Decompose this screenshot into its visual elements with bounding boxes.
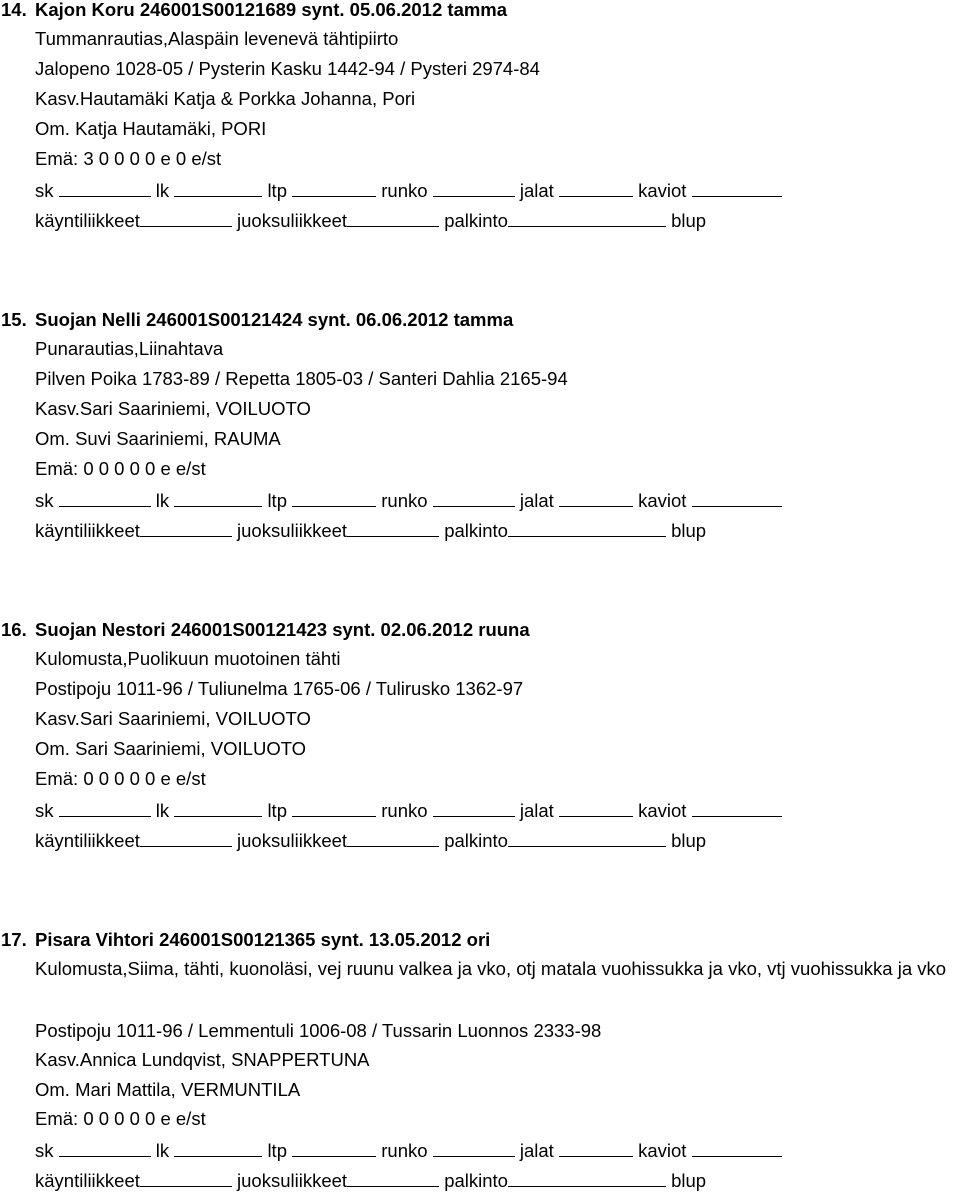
entry-title: Pisara Vihtori 246001S00121365 synt. 13.05.2012 ori bbox=[35, 929, 491, 950]
blup-label: blup bbox=[671, 520, 707, 541]
ltp-label: ltp bbox=[267, 800, 287, 821]
runko-label: runko bbox=[381, 180, 428, 201]
kaviot-label: kaviot bbox=[638, 1140, 687, 1161]
lk-label: lk bbox=[155, 800, 170, 821]
lk-label: lk bbox=[155, 1140, 170, 1161]
sk-blank[interactable] bbox=[59, 489, 151, 507]
ltp-blank[interactable] bbox=[292, 179, 376, 197]
blup-label: blup bbox=[671, 830, 707, 851]
score-row-1 bbox=[35, 799, 782, 821]
sk-label: sk bbox=[35, 800, 54, 821]
blup-label: blup bbox=[671, 210, 707, 231]
kayntiliikkeet-blank[interactable] bbox=[140, 829, 232, 847]
score-row-2 bbox=[35, 209, 706, 231]
juoksuliikkeet-blank[interactable] bbox=[347, 829, 439, 847]
score-row-2 bbox=[35, 519, 706, 541]
entry-title: Kajon Koru 246001S00121689 synt. 05.06.2012 tamma bbox=[35, 0, 508, 20]
kaviot-blank[interactable] bbox=[692, 1139, 782, 1157]
breeder-line: Kasv.Hautamäki Katja & Porkka Johanna, Pori bbox=[35, 88, 416, 109]
runko-label: runko bbox=[381, 1140, 428, 1161]
blup-label: blup bbox=[671, 1170, 707, 1191]
ema-line: Emä: 0 0 0 0 0 e e/st bbox=[35, 768, 206, 789]
juoksuliikkeet-blank[interactable] bbox=[347, 1169, 439, 1187]
kaviot-blank[interactable] bbox=[692, 179, 782, 197]
kaviot-label: kaviot bbox=[638, 180, 687, 201]
kayntiliikkeet-label: käyntiliikkeet bbox=[35, 1170, 140, 1191]
entry-title: Suojan Nestori 246001S00121423 synt. 02.06.2012 ruuna bbox=[35, 619, 530, 640]
palkinto-label: palkinto bbox=[444, 830, 508, 851]
sk-blank[interactable] bbox=[59, 799, 151, 817]
runko-blank[interactable] bbox=[433, 799, 515, 817]
ltp-blank[interactable] bbox=[292, 799, 376, 817]
jalat-label: jalat bbox=[519, 490, 554, 511]
lk-label: lk bbox=[155, 180, 170, 201]
runko-blank[interactable] bbox=[433, 179, 515, 197]
score-row-1 bbox=[35, 179, 782, 201]
palkinto-blank[interactable] bbox=[508, 209, 666, 227]
palkinto-blank[interactable] bbox=[508, 519, 666, 537]
jalat-label: jalat bbox=[519, 180, 554, 201]
jalat-blank[interactable] bbox=[559, 179, 633, 197]
ltp-blank[interactable] bbox=[292, 489, 376, 507]
pedigree-line: Jalopeno 1028-05 / Pysterin Kasku 1442-94 / Pysteri 2974-84 bbox=[35, 58, 540, 79]
ltp-blank[interactable] bbox=[292, 1139, 376, 1157]
lk-blank[interactable] bbox=[174, 489, 262, 507]
jalat-blank[interactable] bbox=[559, 489, 633, 507]
owner-line: Om. Mari Mattila, VERMUNTILA bbox=[35, 1079, 301, 1100]
owner-line: Om. Suvi Saariniemi, RAUMA bbox=[35, 428, 281, 449]
runko-label: runko bbox=[381, 490, 428, 511]
ltp-label: ltp bbox=[267, 1140, 287, 1161]
juoksuliikkeet-label: juoksuliikkeet bbox=[237, 830, 348, 851]
runko-blank[interactable] bbox=[433, 1139, 515, 1157]
lk-blank[interactable] bbox=[174, 179, 262, 197]
owner-line: Om. Sari Saariniemi, VOILUOTO bbox=[35, 738, 307, 759]
ltp-label: ltp bbox=[267, 490, 287, 511]
runko-label: runko bbox=[381, 800, 428, 821]
breeder-line: Kasv.Sari Saariniemi, VOILUOTO bbox=[35, 398, 311, 419]
runko-blank[interactable] bbox=[433, 489, 515, 507]
kayntiliikkeet-blank[interactable] bbox=[140, 519, 232, 537]
entry-title: Suojan Nelli 246001S00121424 synt. 06.06.2012 tamma bbox=[35, 309, 514, 330]
ema-line: Emä: 0 0 0 0 0 e e/st bbox=[35, 458, 206, 479]
breeder-line: Kasv.Sari Saariniemi, VOILUOTO bbox=[35, 708, 311, 729]
entry-heading bbox=[0, 0, 507, 20]
lk-label: lk bbox=[155, 490, 170, 511]
breeder-line: Kasv.Annica Lundqvist, SNAPPERTUNA bbox=[35, 1049, 370, 1070]
entry-number: 17. bbox=[1, 929, 27, 950]
juoksuliikkeet-label: juoksuliikkeet bbox=[237, 1170, 348, 1191]
ema-line: Emä: 0 0 0 0 0 e e/st bbox=[35, 1108, 206, 1129]
palkinto-label: palkinto bbox=[444, 1170, 508, 1191]
palkinto-blank[interactable] bbox=[508, 829, 666, 847]
entry-number: 15. bbox=[1, 309, 27, 330]
palkinto-label: palkinto bbox=[444, 520, 508, 541]
jalat-blank[interactable] bbox=[559, 799, 633, 817]
palkinto-label: palkinto bbox=[444, 210, 508, 231]
color-line: Kulomusta,Siima, tähti, kuonoläsi, vej ruunu valkea ja vko, otj matala vuohissukka ja vko, vtj vuohissukka ja vko bbox=[35, 958, 947, 979]
entry-number: 16. bbox=[1, 619, 27, 640]
juoksuliikkeet-label: juoksuliikkeet bbox=[237, 210, 348, 231]
score-row-1 bbox=[35, 489, 782, 511]
pedigree-line: Postipoju 1011-96 / Tuliunelma 1765-06 / Tulirusko 1362-97 bbox=[35, 678, 524, 699]
score-row-2 bbox=[35, 1169, 706, 1191]
jalat-blank[interactable] bbox=[559, 1139, 633, 1157]
entry-heading bbox=[0, 930, 490, 950]
kayntiliikkeet-blank[interactable] bbox=[140, 1169, 232, 1187]
kaviot-blank[interactable] bbox=[692, 799, 782, 817]
palkinto-blank[interactable] bbox=[508, 1169, 666, 1187]
sk-label: sk bbox=[35, 180, 54, 201]
sk-label: sk bbox=[35, 1140, 54, 1161]
kayntiliikkeet-blank[interactable] bbox=[140, 209, 232, 227]
sk-label: sk bbox=[35, 490, 54, 511]
lk-blank[interactable] bbox=[174, 799, 262, 817]
sk-blank[interactable] bbox=[59, 179, 151, 197]
juoksuliikkeet-blank[interactable] bbox=[347, 519, 439, 537]
entry-heading bbox=[0, 620, 530, 640]
juoksuliikkeet-blank[interactable] bbox=[347, 209, 439, 227]
entry-heading bbox=[0, 310, 513, 330]
kaviot-blank[interactable] bbox=[692, 489, 782, 507]
kayntiliikkeet-label: käyntiliikkeet bbox=[35, 520, 140, 541]
kaviot-label: kaviot bbox=[638, 490, 687, 511]
score-row-1 bbox=[35, 1139, 782, 1161]
jalat-label: jalat bbox=[519, 800, 554, 821]
ema-line: Emä: 3 0 0 0 0 e 0 e/st bbox=[35, 148, 222, 169]
pedigree-line: Pilven Poika 1783-89 / Repetta 1805-03 / Santeri Dahlia 2165-94 bbox=[35, 368, 568, 389]
ltp-label: ltp bbox=[267, 180, 287, 201]
color-line: Punarautias,Liinahtava bbox=[35, 338, 224, 359]
lk-blank[interactable] bbox=[174, 1139, 262, 1157]
juoksuliikkeet-label: juoksuliikkeet bbox=[237, 520, 348, 541]
pedigree-line: Postipoju 1011-96 / Lemmentuli 1006-08 / Tussarin Luonnos 2333-98 bbox=[35, 1020, 602, 1041]
kaviot-label: kaviot bbox=[638, 800, 687, 821]
kayntiliikkeet-label: käyntiliikkeet bbox=[35, 830, 140, 851]
kayntiliikkeet-label: käyntiliikkeet bbox=[35, 210, 140, 231]
entry-number: 14. bbox=[1, 0, 27, 20]
owner-line: Om. Katja Hautamäki, PORI bbox=[35, 118, 267, 139]
jalat-label: jalat bbox=[519, 1140, 554, 1161]
color-line: Kulomusta,Puolikuun muotoinen tähti bbox=[35, 648, 341, 669]
sk-blank[interactable] bbox=[59, 1139, 151, 1157]
score-row-2 bbox=[35, 829, 706, 851]
color-line: Tummanrautias,Alaspäin levenevä tähtipiirto bbox=[35, 28, 399, 49]
